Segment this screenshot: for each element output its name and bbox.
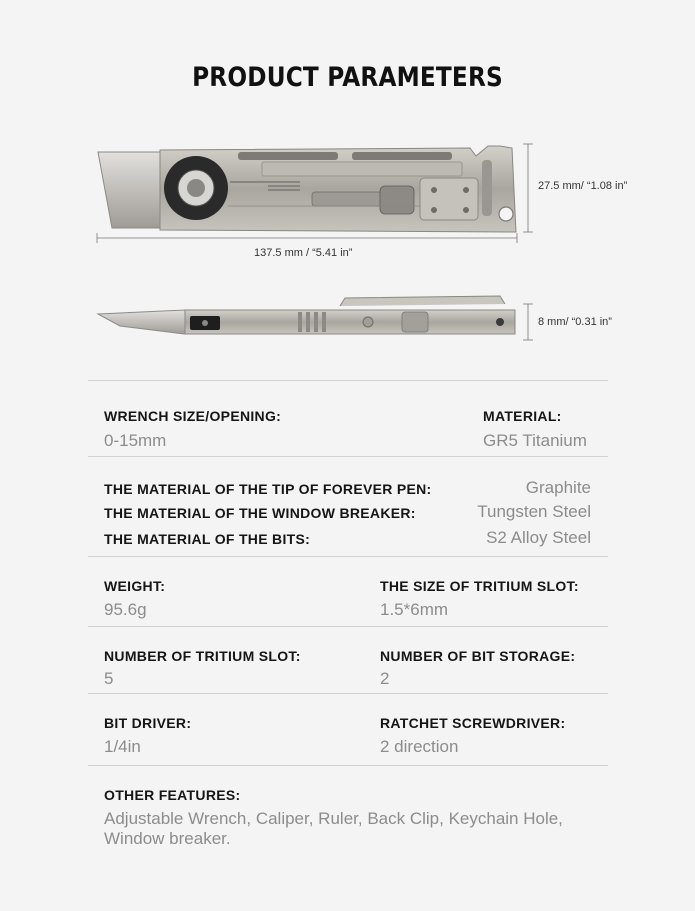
- top-slot: [352, 152, 452, 160]
- height-dimension: [523, 144, 533, 232]
- weight-value: 95.6g: [104, 600, 147, 619]
- length-dimension: [97, 233, 517, 243]
- top-slot: [238, 152, 338, 160]
- tool-side-view: [98, 146, 516, 232]
- thin-blade: [98, 310, 185, 334]
- length-label: 137.5 mm / “5.41 in”: [254, 247, 353, 259]
- ratchet-label: RATCHET SCREWDRIVER:: [380, 715, 566, 731]
- gear-center: [187, 179, 205, 197]
- end-slot: [482, 160, 492, 216]
- pivot: [363, 317, 373, 327]
- screw-hole: [463, 207, 469, 213]
- keychain-hole: [499, 207, 513, 221]
- height-label: 27.5 mm/ “1.08 in”: [538, 180, 628, 192]
- divider: [88, 626, 608, 627]
- pen-tip-value: Graphite: [525, 478, 591, 497]
- thickness-label: 8 mm/ “0.31 in”: [538, 316, 612, 328]
- divider: [88, 765, 608, 766]
- thickness-dimension: [523, 304, 533, 340]
- gear-edge-dot: [202, 320, 208, 326]
- blade-shape: [98, 152, 168, 228]
- bit-storage-value: 2: [380, 669, 390, 688]
- divider: [88, 456, 608, 457]
- page-title: PRODUCT PARAMETERS: [192, 62, 503, 93]
- divider: [88, 380, 608, 381]
- end-screw: [496, 318, 504, 326]
- wrench-size-label: WRENCH SIZE/OPENING:: [104, 408, 282, 424]
- tool-top-view: [98, 296, 515, 334]
- back-plate: [420, 178, 478, 220]
- pen-tip-label: THE MATERIAL OF THE TIP OF FOREVER PEN:: [104, 481, 432, 497]
- back-clip: [340, 296, 505, 306]
- material-value: GR5 Titanium: [483, 431, 587, 450]
- bits-material-label: THE MATERIAL OF THE BITS:: [104, 531, 311, 547]
- window-breaker-value: Tungsten Steel: [477, 502, 591, 521]
- divider: [88, 693, 608, 694]
- screw-hole: [463, 187, 469, 193]
- thin-body: [185, 310, 515, 334]
- screw-knob: [380, 186, 414, 214]
- tritium-size-label: THE SIZE OF TRITIUM SLOT:: [380, 578, 579, 594]
- screw-hole: [431, 187, 437, 193]
- divider: [88, 556, 608, 557]
- groove: [298, 312, 302, 332]
- features-label: OTHER FEATURES:: [104, 787, 241, 803]
- groove: [314, 312, 318, 332]
- weight-label: WEIGHT:: [104, 578, 166, 594]
- screw-hole: [431, 207, 437, 213]
- worm-screw: [312, 192, 386, 206]
- bit-driver-label: BIT DRIVER:: [104, 715, 192, 731]
- bit-driver-value: 1/4in: [104, 737, 141, 756]
- groove: [306, 312, 310, 332]
- groove: [322, 312, 326, 332]
- tritium-count-label: NUMBER OF TRITIUM SLOT:: [104, 648, 301, 664]
- tritium-count-value: 5: [104, 669, 114, 688]
- features-value: Adjustable Wrench, Caliper, Ruler, Back Clip, Keychain Hole, Window breaker.: [104, 809, 563, 848]
- window-breaker-label: THE MATERIAL OF THE WINDOW BREAKER:: [104, 505, 416, 521]
- tritium-size-value: 1.5*6mm: [380, 600, 449, 619]
- rail: [262, 162, 462, 176]
- ratchet-value: 2 direction: [380, 737, 459, 756]
- knob-side: [402, 312, 428, 332]
- wrench-size-value: 0-15mm: [104, 431, 167, 450]
- bit-storage-label: NUMBER OF BIT STORAGE:: [380, 648, 576, 664]
- material-label: MATERIAL:: [483, 408, 562, 424]
- bits-material-value: S2 Alloy Steel: [486, 528, 591, 547]
